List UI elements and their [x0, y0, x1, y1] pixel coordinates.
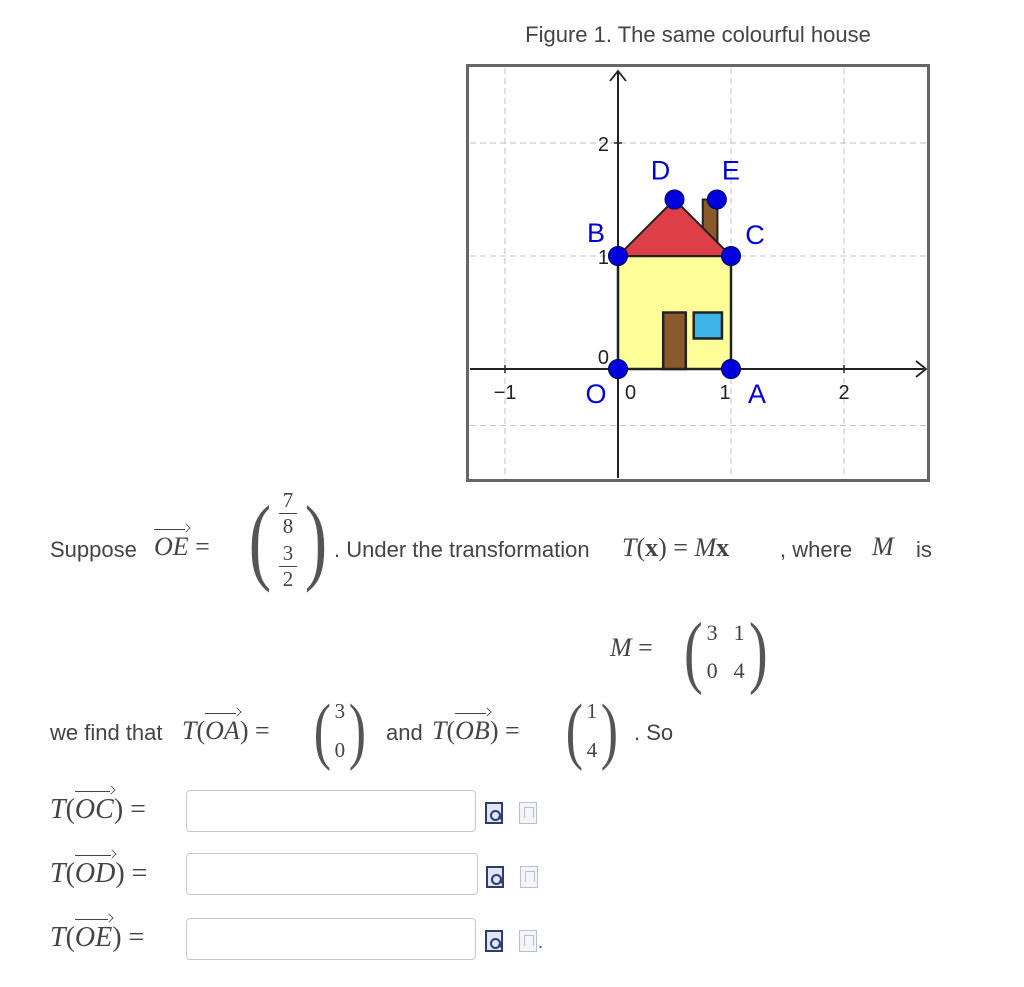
x-tick-label: 2: [838, 382, 850, 404]
oe-vector-label: OE =: [154, 532, 210, 561]
t-od-answer-input[interactable]: [186, 853, 478, 895]
door: [663, 313, 686, 370]
t-oa-label: T(OA) =: [182, 716, 270, 745]
t-od-label: T(OD) =: [50, 858, 148, 889]
figure-caption: Figure 1. The same colourful house: [525, 22, 871, 47]
x-tick-label: −1: [493, 382, 517, 404]
house-graph: [466, 64, 930, 482]
trailing-period: .: [538, 932, 544, 952]
y-tick-label: 0: [597, 347, 609, 369]
where-m-symbol: M: [872, 532, 894, 561]
so-text: . So: [634, 720, 674, 745]
t-oc-label: T(OC) =: [50, 794, 146, 825]
window: [694, 313, 722, 339]
where-text: , where: [780, 537, 853, 562]
matrix-entry: 0: [706, 658, 718, 683]
is-text: is: [916, 537, 932, 562]
t-oe-label: T(OE) =: [50, 922, 145, 953]
point-label-c: C: [745, 220, 765, 250]
oe-column-vector: ( $\frac{7}{8}$ $\frac{3}{2}$ ): [248, 486, 328, 593]
format-help-icon[interactable]: [519, 930, 537, 952]
matrix-m: ( 3 1 0 4 ): [683, 608, 768, 696]
x-tick-label: 1: [719, 382, 731, 404]
under-transformation-text: . Under the transformation: [334, 537, 590, 562]
preview-answer-icon[interactable]: [486, 866, 504, 888]
y-tick-label: 1: [597, 247, 609, 269]
matrix-entry: 4: [733, 658, 745, 683]
suppose-text: Suppose: [50, 537, 137, 562]
point-b: [609, 247, 628, 266]
format-help-icon[interactable]: [520, 866, 538, 888]
x-tick-label: 0: [625, 382, 637, 404]
we-find-text: we find that: [50, 720, 163, 745]
y-tick-label: 2: [597, 134, 609, 156]
t-ob-label: T(OB) =: [432, 716, 520, 745]
point-label-e: E: [721, 155, 740, 186]
matrix-entry: 1: [733, 620, 745, 645]
preview-answer-icon[interactable]: [485, 930, 503, 952]
t-oe-answer-input[interactable]: [186, 918, 476, 960]
point-label-a: A: [747, 379, 767, 409]
format-help-icon[interactable]: [519, 802, 537, 824]
matrix-m-label: M =: [610, 633, 653, 662]
transform-formula: T(x) = Mx: [622, 533, 730, 562]
point-c: [722, 247, 741, 266]
point-label-o: O: [585, 379, 607, 409]
point-label-b: B: [586, 218, 606, 248]
t-oc-answer-input[interactable]: [186, 790, 476, 832]
point-e: [707, 190, 726, 209]
point-a: [722, 360, 741, 379]
point-o: [609, 360, 628, 379]
point-label-d: D: [650, 155, 671, 186]
t-ob-vector: ( 1 4 ): [565, 690, 619, 772]
and-text: and: [386, 720, 423, 745]
point-d: [665, 190, 684, 209]
matrix-entry: 3: [706, 620, 718, 645]
preview-answer-icon[interactable]: [485, 802, 503, 824]
t-oa-vector: ( 3 0 ): [313, 690, 367, 772]
